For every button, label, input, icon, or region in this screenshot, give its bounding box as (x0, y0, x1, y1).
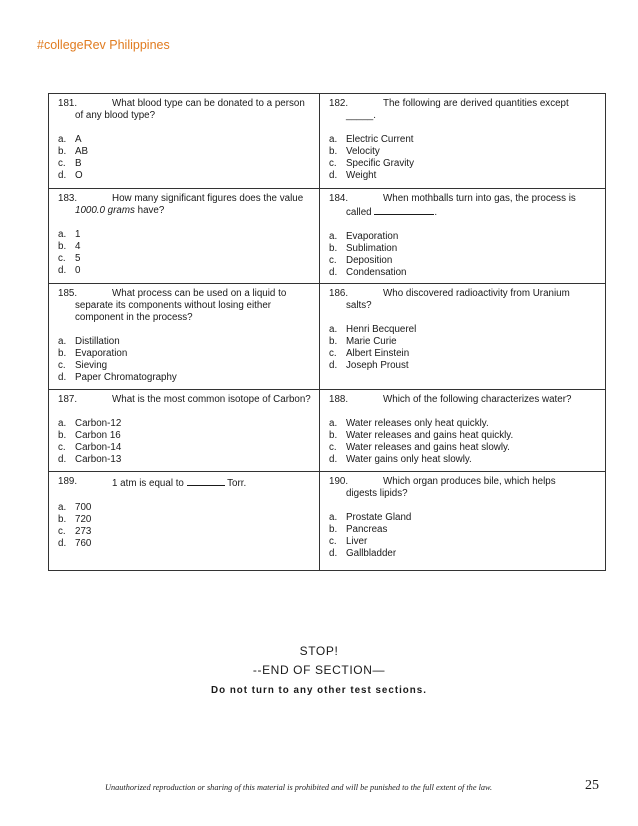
option-b: b. Sublimation (329, 243, 398, 254)
question-183 (49, 189, 320, 284)
question-text: 1 atm is equal to Torr. (112, 478, 247, 489)
option-c: c. Water releases and gains heat slowly. (329, 442, 510, 453)
option-d: d. Paper Chromatography (58, 372, 177, 383)
question-text: When mothballs turn into gas, the process is (383, 193, 576, 204)
question-text-cont: called . (346, 207, 438, 218)
option-a: a. Prostate Gland (329, 512, 412, 523)
option-d: d. 0 (58, 265, 81, 276)
option-b: b. Pancreas (329, 524, 388, 535)
option-d: d. Water gains only heat slowly. (329, 454, 472, 465)
stop-instruction: Do not turn to any other test sections. (211, 685, 427, 696)
question-number: 186. (329, 288, 349, 299)
question-187 (49, 390, 320, 472)
question-number: 187. (58, 394, 78, 405)
question-184 (320, 189, 605, 284)
question-table (48, 93, 606, 571)
question-text: The following are derived quantities except (383, 98, 569, 109)
option-d: d. Weight (329, 170, 377, 181)
option-b: b. Marie Curie (329, 336, 397, 347)
option-a: a. Carbon-12 (58, 418, 122, 429)
option-d: d. 760 (58, 538, 92, 549)
question-number: 185. (58, 288, 78, 299)
question-number: 184. (329, 193, 349, 204)
option-a: a. Distillation (58, 336, 120, 347)
option-a: a. Henri Becquerel (329, 324, 417, 335)
option-b: b. 720 (58, 514, 92, 525)
option-c: c. B (58, 158, 82, 169)
answer-blank (187, 476, 225, 486)
option-c: c. Sieving (58, 360, 108, 371)
question-number: 188. (329, 394, 349, 405)
option-b: b. Velocity (329, 146, 380, 157)
option-b: b. Water releases and gains heat quickly. (329, 430, 514, 441)
question-185 (49, 284, 320, 390)
option-a: a. Electric Current (329, 134, 414, 145)
question-number: 181. (58, 98, 78, 109)
option-c: c. Specific Gravity (329, 158, 415, 169)
option-a: a. 700 (58, 502, 92, 513)
option-b: b. Evaporation (58, 348, 128, 359)
question-text: What blood type can be donated to a person (112, 98, 305, 109)
option-c: c. 273 (58, 526, 92, 537)
question-number: 190. (329, 476, 349, 487)
question-text: What is the most common isotope of Carbon? (112, 394, 311, 405)
question-number: 182. (329, 98, 349, 109)
question-186 (320, 284, 605, 390)
option-a: a. 1 (58, 229, 81, 240)
brand-header: #collegeRev Philippines (37, 38, 170, 52)
question-182 (320, 94, 605, 189)
option-b: b. AB (58, 146, 89, 157)
end-of-section: --END OF SECTION— (252, 663, 386, 677)
question-text: Which organ produces bile, which helps (383, 476, 556, 487)
question-text: Who discovered radioactivity from Uranium (383, 288, 570, 299)
option-c: c. Albert Einstein (329, 348, 410, 359)
option-d: d. Condensation (329, 267, 407, 278)
question-text: Which of the following characterizes water? (383, 394, 572, 405)
question-text-cont: _____. (346, 110, 376, 121)
option-b: b. Carbon 16 (58, 430, 121, 441)
option-c: c. 5 (58, 253, 81, 264)
question-number: 183. (58, 193, 78, 204)
option-a: a. Water releases only heat quickly. (329, 418, 489, 429)
option-d: d. Carbon-13 (58, 454, 122, 465)
question-190 (320, 472, 605, 570)
option-a: a. Evaporation (329, 231, 399, 242)
question-text-cont: of any blood type? (75, 110, 156, 121)
option-a: a. A (58, 134, 82, 145)
option-b: b. 4 (58, 241, 81, 252)
option-d: d. Gallbladder (329, 548, 397, 559)
stop-heading: STOP! (299, 644, 339, 658)
question-188 (320, 390, 605, 472)
question-text-cont: 1000.0 grams have? (75, 205, 165, 216)
option-c: c. Liver (329, 536, 368, 547)
option-c: c. Carbon-14 (58, 442, 122, 453)
question-number: 189. (58, 476, 78, 487)
question-181 (49, 94, 320, 189)
question-text-cont: digests lipids? (346, 488, 408, 499)
copyright-notice: Unauthorized reproduction or sharing of this material is prohibited and will be punished to the full extent of the law. (105, 783, 493, 792)
option-d: d. O (58, 170, 83, 181)
question-text: What process can be used on a liquid to (112, 288, 287, 299)
answer-blank (374, 205, 434, 215)
page-number: 25 (585, 778, 599, 793)
question-189 (49, 472, 320, 570)
question-text-cont: component in the process? (75, 312, 193, 323)
option-d: d. Joseph Proust (329, 360, 409, 371)
question-text-cont: salts? (346, 300, 372, 311)
question-text-cont: separate its components without losing either (75, 300, 272, 311)
question-text: How many significant figures does the value (112, 193, 304, 204)
option-c: c. Deposition (329, 255, 393, 266)
